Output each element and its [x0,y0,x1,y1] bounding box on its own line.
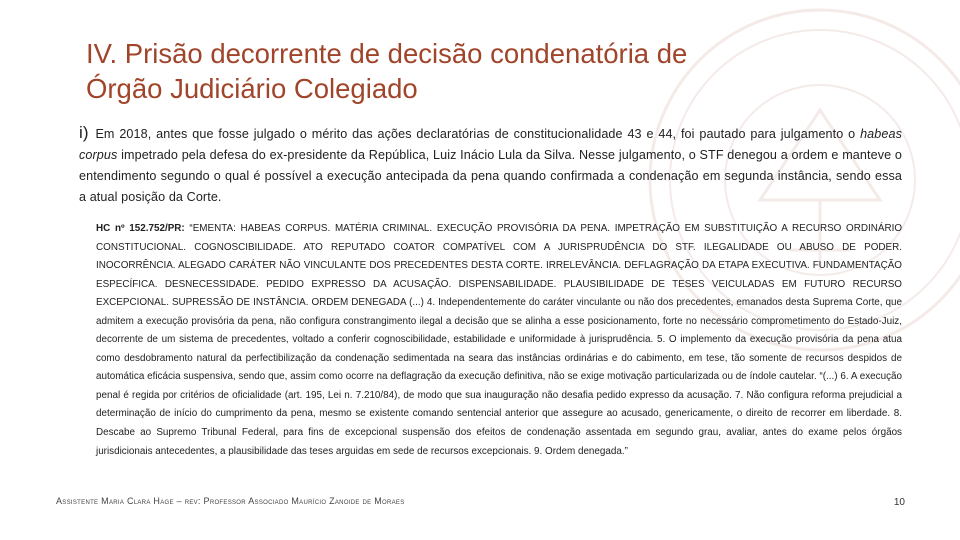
quote-text: “EMENTA: HABEAS CORPUS. MATÉRIA CRIMINAL. EXECUÇÃO PROVISÓRIA DA PENA. IMPETRAÇÃO EM SUBSTITUIÇÃO A RECURSO ORDINÁRIO CONSTITUCIONAL. COGNOSCIBILIDADE. ATO REPUTADO COATOR COMPATÍVEL COM A JURISPRUDÊNCIA DO STF. ILEGALIDADE OU ABUSO DE PODER. INOCORRÊNCIA. ALEGADO CARÁTER NÃO VINCULANTE DOS PRECEDENTES DESTA CORTE. IRRELEVÂNCIA. DEFLAGRAÇÃO DA ETAPA EXECUTIVA. FUNDAMENTAÇÃO ESPECÍFICA. DESNECESSIDADE. PEDIDO EXPRESSO DA ACUSAÇÃO. DISPENSABILIDADE. PLAUSIBILIDADE DE TESES VEICULADAS EM FUTURO RECURSO EXCEPCIONAL. SUPRESSÃO DE INSTÂNCIA. ORDEM DENEGADA (...) 4. Independentemente do caráter vinculante ou não dos precedentes, emanados desta Suprema Corte, que admitem a execução provisória da pena, não configura constrangimento ilegal a decisão que se alinha a esse posicionamento, forte no necessário comprometimento do Estado-Juiz, decorrente de um sistema de precedentes, voltado a conferir cognoscibilidade, estabilidade e uniformidade à jurisprudência. 5. O implemento da execução provisória da pena atua como desdobramento natural da perfectibilização da condenação sedimentada na seara das instâncias ordinárias e do cabimento, em tese, tão somente de recursos despidos de automática eficácia suspensiva, sendo que, assim como ocorre na deflagração da execução definitiva, não se exige motivação particularizada ou de índole cautelar. “(...) 6. A execução penal é regida por critérios de oficialidade (art. 195, Lei n. 7.210/84), de modo que sua inauguração não desafia pedido expresso da acusação. 7. Não configura reforma prejudicial a determinação de início do cumprimento da pena, mesmo se existente comando sentencial anterior que assegure ao acusado, genericamente, o direito de recorrer em liberdade. 8. Descabe ao Supremo Tribunal Federal, para fins de excepcional suspensão dos efeitos de condenação assentada em segundo grau, avaliar, antes do exame pelos órgãos jurisdicionais antecedentes, a plausibilidade das teses arguidas em sede de recursos excepcionais. 9. Ordem denegada.” [96,223,903,457]
title-line-1: IV. Prisão decorrente de decisão condenatória de [86,38,688,69]
intro-marker: i) [79,123,89,142]
footer-credits: Assistente Maria Clara Hage – rev: Professor Associado Maurício Zanoide de Moraes [56,496,405,506]
intro-italic-term: habeas corpus [79,127,902,162]
case-quote [96,220,902,461]
intro-text-start: Em 2018, antes que fosse julgado o mérito das ações declaratórias de constitucionalidade 43 e 44, foi pautado para julgamento o [95,127,856,141]
title-line-2: Órgão Judiciário Colegiado [86,73,418,104]
intro-paragraph [79,122,902,208]
intro-text-end: impetrado pela defesa do ex-presidente da República, Luiz Inácio Lula da Silva. Nesse julgamento, o STF denegou a ordem e manteve o entendimento segundo o qual é possível a execução antecipada da pena quando confirmada a condenação em segunda instância, sendo essa a atual posição da Corte. [79,148,902,204]
slide-title [86,36,886,106]
case-reference: HC nº 152.752/PR: [96,223,185,234]
page-number: 10 [893,497,905,508]
